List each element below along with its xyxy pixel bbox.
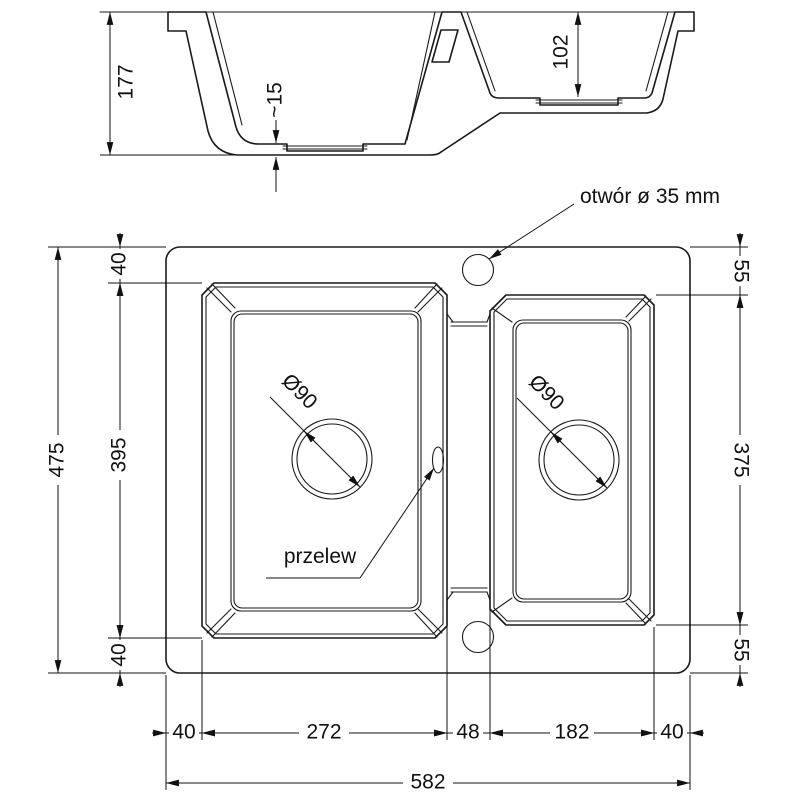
floor-thickness-value: ~15: [263, 82, 287, 118]
tap-hole-label: otwór ø 35 mm: [580, 185, 721, 208]
overflow-slot: [433, 447, 444, 473]
depth-small-value: 102: [549, 34, 573, 70]
dim-right-bowl-width: 182: [554, 720, 590, 744]
dim-right-bottom-margin: 55: [729, 638, 753, 662]
section-view: [100, 12, 694, 192]
extension-lines: [45, 247, 748, 790]
section-sink-body: [168, 12, 694, 155]
left-bowl-corner-bevels: [207, 284, 442, 637]
dim-right-bowl-height: 375: [729, 442, 753, 478]
dim-bottom-right-margin: 40: [660, 720, 684, 744]
right-dimension-chain: [729, 233, 752, 687]
dim-overall-height: 475: [45, 442, 69, 478]
dim-left-bowl-width: 272: [306, 720, 342, 744]
overflow-label: przelew: [283, 545, 357, 568]
bottom-dimension-chain: [152, 721, 704, 794]
plan-view: [46, 185, 753, 794]
dim-overall-width: 582: [410, 770, 446, 794]
section-drain-plate-right: [536, 100, 622, 103]
depth-main-value: 177: [114, 64, 138, 100]
left-dimension-chain: [46, 233, 131, 687]
dim-right-top-margin: 55: [729, 259, 753, 283]
tap-hole-bottom: [463, 622, 494, 653]
dim-divider-width: 48: [456, 720, 480, 744]
bowl-divider-neck: [447, 314, 490, 600]
dim-label-depth-main: [115, 64, 138, 99]
right-bowl: [490, 295, 654, 625]
left-bowl: [202, 283, 447, 638]
overflow-callout: [266, 468, 434, 578]
section-drain-plate-left: [283, 146, 367, 149]
tap-hole-callout: [489, 185, 720, 259]
dim-left-bowl-height: 395: [107, 437, 131, 473]
left-drain-label: Ø90: [277, 369, 322, 414]
dim-left-bottom-margin: 40: [107, 643, 131, 667]
dim-label-depth-small: [550, 34, 573, 69]
right-drain-label: Ø90: [524, 370, 569, 415]
dim-bottom-left-margin: 40: [172, 720, 196, 744]
dim-label-floor-thickness: [264, 82, 287, 118]
tap-hole-top: [463, 255, 494, 286]
dim-left-top-margin: 40: [107, 252, 131, 276]
